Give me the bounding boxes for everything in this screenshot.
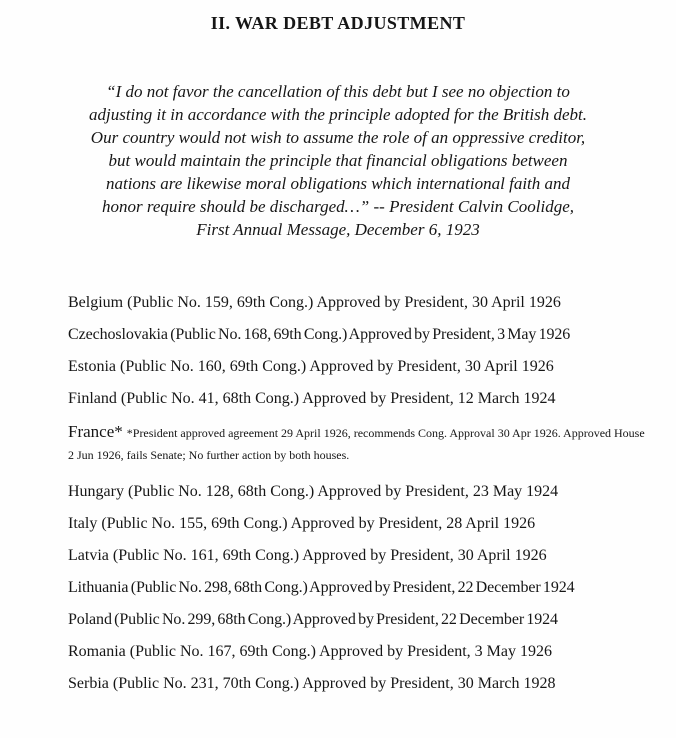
- entry-text: Poland (Public No. 299, 68th Cong.) Approved by President, 22 December 1924: [68, 611, 558, 628]
- quote-source: First Annual Message, December 6, 1923: [196, 220, 480, 239]
- quote-line: nations are likewise moral obligations which international faith and: [105, 174, 571, 193]
- quote-line: but would maintain the principle that financial obligations between: [108, 151, 568, 170]
- debt-entry-hungary: [68, 482, 648, 502]
- quote-line: “I do not favor the cancellation of this debt but I see no objection to: [106, 82, 570, 101]
- quote-line: Our country would not wish to assume the role of an oppressive creditor,: [90, 128, 586, 147]
- debt-entry-czechoslovakia: [68, 325, 648, 345]
- entry-text: Finland (Public No. 41, 68th Cong.) Approved by President, 12 March 1924: [68, 390, 556, 407]
- entry-text: Estonia (Public No. 160, 69th Cong.) Approved by President, 30 April 1926: [68, 358, 554, 375]
- debt-entry-belgium: [68, 293, 648, 313]
- debt-entries-list: [68, 293, 648, 694]
- entry-text: Romania (Public No. 167, 69th Cong.) Approved by President, 3 May 1926: [68, 643, 552, 660]
- entry-text: Lithuania (Public No. 298, 68th Cong.) Approved by President, 22 December 1924: [68, 579, 575, 596]
- debt-entry-lithuania: [68, 578, 648, 598]
- entry-text: Italy (Public No. 155, 69th Cong.) Approved by President, 28 April 1926: [68, 515, 536, 532]
- debt-entry-romania: [68, 642, 648, 662]
- debt-entry-italy: [68, 514, 648, 534]
- entry-text: Latvia (Public No. 161, 69th Cong.) Approved by President, 30 April 1926: [68, 547, 547, 564]
- debt-entry-serbia: [68, 674, 648, 694]
- debt-entry-poland: [68, 610, 648, 630]
- debt-entry-latvia: [68, 546, 648, 566]
- quote-block: [38, 80, 638, 241]
- entry-text: Belgium (Public No. 159, 69th Cong.) Approved by President, 30 April 1926: [68, 294, 561, 311]
- entry-text: Czechoslovakia (Public No. 168, 69th Cong.) Approved by President, 3 May 1926: [68, 326, 571, 343]
- quote-line: adjusting it in accordance with the principle adopted for the British debt.: [89, 105, 587, 124]
- entry-text: Serbia (Public No. 231, 70th Cong.) Approved by President, 30 March 1928: [68, 675, 556, 692]
- quote-attribution: honor require should be discharged…” -- President Calvin Coolidge,: [101, 197, 575, 216]
- debt-entry-finland: [68, 389, 648, 409]
- page-title: II. WAR DEBT ADJUSTMENT: [210, 13, 466, 33]
- entry-text: Hungary (Public No. 128, 68th Cong.) Approved by President, 23 May 1924: [68, 483, 559, 500]
- france-footnote: *President approved agreement 29 April 1926, recommends Cong. Approval 30 Apr 1926. Approved House 2 Jun 1926, fails Senate; No further action by both houses.: [68, 426, 645, 462]
- debt-entry-estonia: [68, 357, 648, 377]
- france-label: France*: [68, 422, 123, 441]
- debt-entry-france: [68, 421, 648, 466]
